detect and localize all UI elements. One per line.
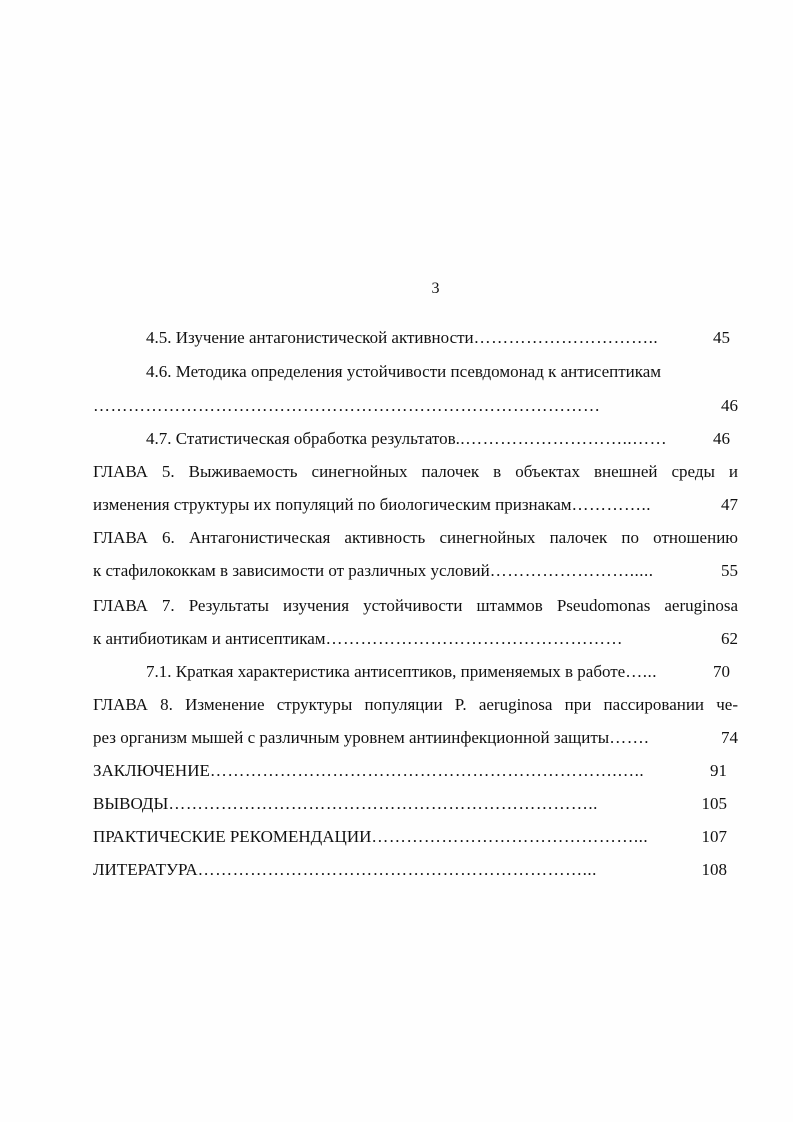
toc-entry-title: ЛИТЕРАТУРА xyxy=(93,860,198,879)
toc-entry-leader: ……………………..... xyxy=(489,561,654,580)
toc-entry-page: 46 xyxy=(721,396,738,415)
toc-entry-conclusion[interactable] xyxy=(93,761,727,781)
toc-entry-title: 4.7. Статистическая обработка результатов xyxy=(146,429,456,448)
toc-entry-chapter-8-continued[interactable] xyxy=(93,728,738,748)
toc-entry-page: 108 xyxy=(701,860,727,879)
toc-entry-leader: ………………………………………... xyxy=(371,827,649,846)
toc-entry-title: 4.6. Методика определения устойчивости псевдомонад к антисептикам xyxy=(146,362,662,381)
toc-entry-title: ЗАКЛЮЧЕНИЕ xyxy=(93,761,210,780)
toc-entry-page: 70 xyxy=(713,662,730,681)
toc-entry-chapter-5[interactable] xyxy=(93,462,738,482)
toc-entry-title: к стафилококкам в зависимости от различных условий xyxy=(93,561,490,580)
toc-entry-4-7[interactable] xyxy=(146,429,730,449)
toc-entry-leader: …………………………………………………………………………… xyxy=(93,396,601,415)
toc-entry-title: к антибиотикам и антисептикам xyxy=(93,629,326,648)
toc-entry-findings[interactable] xyxy=(93,794,727,814)
toc-entry-leader: ……. xyxy=(609,728,649,747)
toc-entry-leader: …... xyxy=(625,662,657,681)
toc-entry-7-1[interactable] xyxy=(146,662,730,682)
toc-entry-4-6[interactable] xyxy=(146,362,730,382)
toc-entry-page: 62 xyxy=(721,629,738,648)
toc-entry-4-6-continued[interactable] xyxy=(93,396,738,416)
toc-entry-page: 45 xyxy=(713,328,730,347)
toc-entry-leader: ……………………………………………………………….. xyxy=(168,794,598,813)
toc-entry-title: 4.5. Изучение антагонистической активности xyxy=(146,328,474,347)
toc-entry-title: ГЛАВА 5. Выживаемость синегнойных палочек в объектах внешней среды и xyxy=(93,462,738,481)
toc-entry-page: 74 xyxy=(721,728,738,747)
toc-entry-leader: …………………………………………… xyxy=(325,629,624,648)
toc-entry-page: 107 xyxy=(701,827,727,846)
toc-entry-title: ПРАКТИЧЕСКИЕ РЕКОМЕНДАЦИИ xyxy=(93,827,372,846)
toc-entry-leader: ..………………………..…… xyxy=(455,429,668,448)
toc-entry-4-5[interactable] xyxy=(146,328,730,348)
toc-entry-page: 46 xyxy=(713,429,730,448)
toc-entry-chapter-6[interactable] xyxy=(93,528,738,548)
toc-entry-chapter-8[interactable] xyxy=(93,695,738,715)
page-number: 3 xyxy=(431,280,440,297)
toc-entry-page: 91 xyxy=(710,761,727,780)
toc-entry-leader: …………………………………………………………….….. xyxy=(209,761,645,780)
toc-entry-page: 47 xyxy=(721,495,738,514)
toc-entry-page: 55 xyxy=(721,561,738,580)
toc-entry-title: рез организм мышей с различным уровнем антиинфекционной защиты xyxy=(93,728,610,747)
toc-entry-title: ВЫВОДЫ xyxy=(93,794,169,813)
toc-entry-title: ГЛАВА 8. Изменение структуры популяции P. aeruginosa при пассировании че- xyxy=(93,695,738,714)
toc-entry-leader: ………………………….. xyxy=(473,328,659,347)
toc-entry-title: ГЛАВА 7. Результаты изучения устойчивости штаммов Pseudomonas aeruginosa xyxy=(93,596,738,615)
toc-entry-chapter-7[interactable] xyxy=(93,596,738,616)
toc-entry-title: изменения структуры их популяций по биологическим признакам xyxy=(93,495,572,514)
toc-entry-chapter-6-continued[interactable] xyxy=(93,561,738,581)
toc-entry-literature[interactable] xyxy=(93,860,727,880)
toc-entry-title: ГЛАВА 6. Антагонистическая активность синегнойных палочек по отношению xyxy=(93,528,738,547)
toc-entry-title: 7.1. Краткая характеристика антисептиков, применяемых в работе xyxy=(146,662,626,681)
toc-entry-page: 105 xyxy=(701,794,727,813)
toc-entry-leader: …………………………………………………………... xyxy=(197,860,597,879)
toc-entry-recommendations[interactable] xyxy=(93,827,727,847)
toc-entry-chapter-7-continued[interactable] xyxy=(93,629,738,649)
toc-entry-chapter-5-continued[interactable] xyxy=(93,495,738,515)
toc-entry-leader: ………….. xyxy=(571,495,652,514)
